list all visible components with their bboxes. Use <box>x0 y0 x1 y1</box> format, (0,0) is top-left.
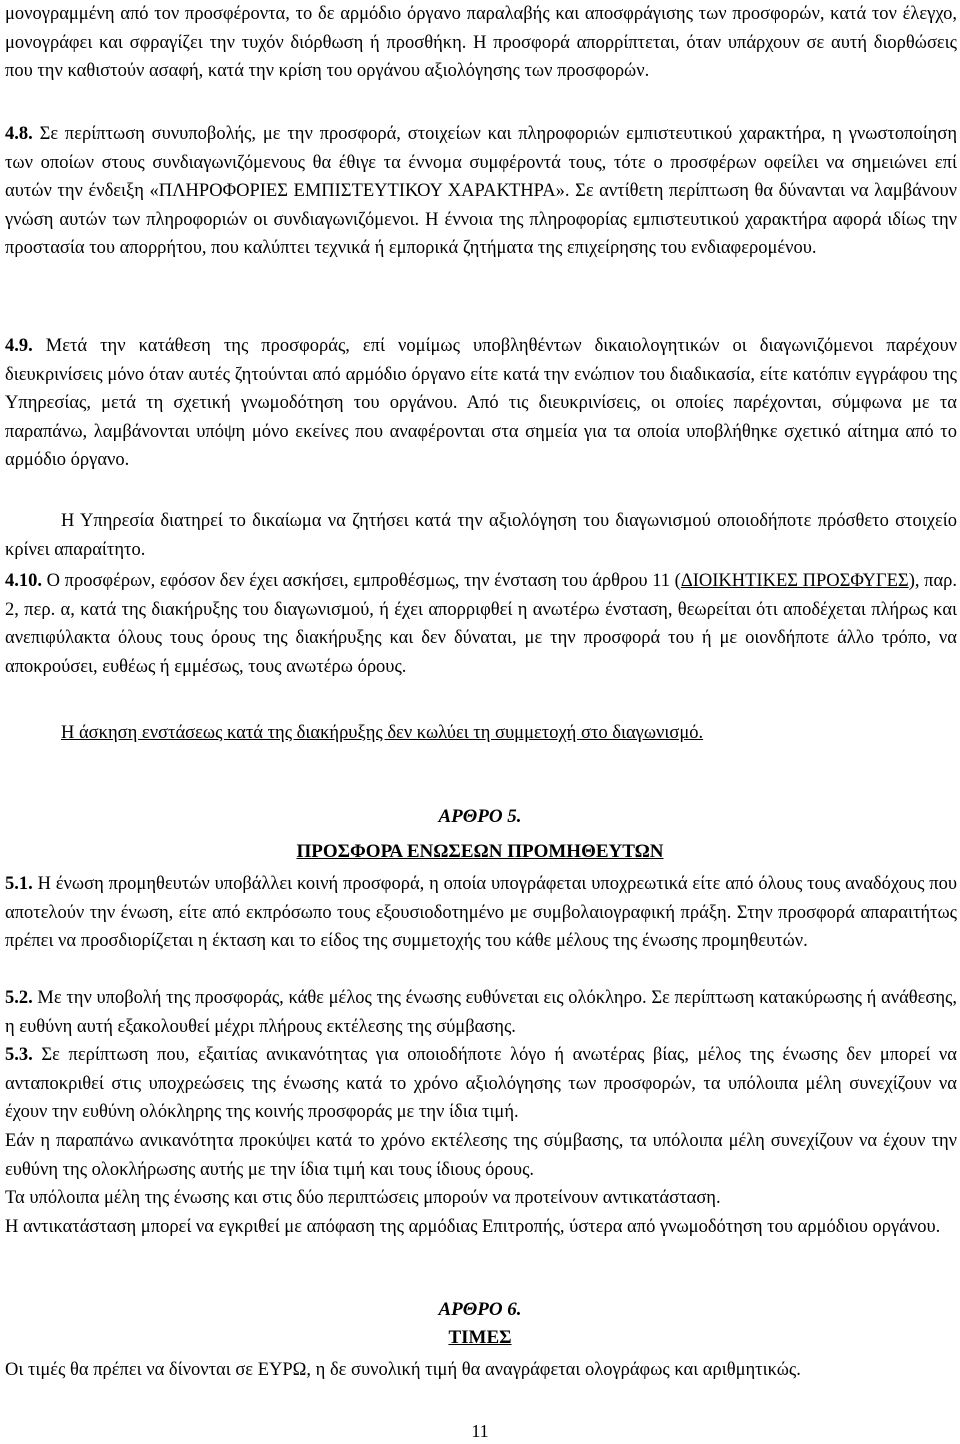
paragraph-body: ), παρ. 2, περ. α, κατά της διακήρυξης του διαγωνισμού, ή έχει απορριφθεί η ανωτέρω ένσταση, θεωρείται ότι αποδέχεται πλήρως και ανεπιφύλακτα όλους τους όρους της διακήρυξης και δεν δύναται, με την προσφορά του ή με οιονδήποτε άλλο τρόπο, να αποκρούσει, ευθέως ή εμμέσως, τους ανωτέρω όρους. <box>5 571 957 677</box>
paragraph-text: Τα υπόλοιπα μέλη της ένωσης και στις δύο περιπτώσεις μπορούν να προτείνουν αντικατάσταση. <box>5 1188 721 1208</box>
paragraph-text <box>5 332 957 475</box>
paragraph-5-3-execution <box>5 1127 957 1184</box>
paragraph-6-1 <box>5 1356 957 1385</box>
paragraph-number: 4.8. <box>5 124 33 144</box>
paragraph-text <box>5 984 957 1041</box>
paragraph-4-8 <box>5 120 957 263</box>
paragraph-text <box>5 567 957 681</box>
paragraph-text: μονογραμμένη από τον προσφέροντα, το δε αρμόδιο όργανο παραλαβής και αποσφράγισης των προσφορών, κατά τον έλεγχο, μονογράφει και σφραγίζει την τυχόν διόρθωση ή προσθήκη. Η προσφορά απορρίπτεται, όταν υπάρχουν σε αυτή διορθώσεις που την καθιστούν ασαφή, κατά την κρίση του οργάνου αξιολόγησης των προσφορών. <box>5 4 957 82</box>
paragraph-body: Σε περίπτωση που, εξαιτίας ανικανότητας για οποιοδήποτε λόγο ή ανωτέρας βίας, μέλος της ένωσης δεν μπορεί να ανταποκριθεί στις υποχρεώσεις της ένωσης κατά το χρόνο αξιολόγησης των προσφορών, τα υπόλοιπα μέλη συνεχίζουν να έχουν την ευθύνη ολόκληρης της κοινής προσφοράς με την ίδια τιμή. <box>5 1045 957 1123</box>
paragraph-4-10-note <box>5 719 957 748</box>
article-6-title <box>0 1324 960 1352</box>
paragraph-text: Εάν η παραπάνω ανικανότητα προκύψει κατά το χρόνο εκτέλεσης της σύμβασης, τα υπόλοιπα μέλη συνεχίζουν να έχουν την ευθύνη της ολοκλήρωσης αυτής με την ίδια τιμή και τους ίδιους όρους. <box>5 1131 957 1180</box>
paragraph-number: 5.1. <box>5 874 33 894</box>
paragraph-5-3-replacement <box>5 1184 957 1213</box>
paragraph-text <box>5 719 957 748</box>
underlined-note: Η άσκηση ενστάσεως κατά της διακήρυξης δεν κωλύει τη συμμετοχή στο διαγωνισμό. <box>61 723 704 743</box>
paragraph-5-3-approval <box>5 1213 957 1242</box>
article-5-label <box>0 803 960 831</box>
paragraph-body: Ο προσφέρων, εφόσον δεν έχει ασκήσει, εμπροθέσμως, την ένσταση του άρθρου 11 ( <box>42 571 681 591</box>
paragraph-body: Η ένωση προμηθευτών υποβάλλει κοινή προσφορά, η οποία υπογράφεται υποχρεωτικά είτε από όλους τους αναδόχους που αποτελούν την ένωση, είτε από εκπρόσωπο τους εξουσιοδοτημένο με συμβολαιογραφική πράξη. Στην προσφορά απαραιτήτως πρέπει να προσδιορίζεται η έκταση και το είδος της συμμετοχής του κάθε μέλους της ένωσης προμηθευτών. <box>5 874 957 952</box>
paragraph-4-9 <box>5 332 957 475</box>
paragraph-4-10 <box>5 567 957 681</box>
paragraph-number: 5.2. <box>5 988 33 1008</box>
paragraph-number: 5.3. <box>5 1045 33 1065</box>
paragraph-text <box>5 1041 957 1127</box>
paragraph-body: Σε περίπτωση συνυποβολής, με την προσφορά, στοιχείων και πληροφοριών εμπιστευτικού χαρακτήρα, η γνωστοποίηση των οποίων στους συνδιαγωνιζόμενους θα έθιγε τα έννομα συμφέροντά τους, τότε ο προσφέρων οφείλει να σημειώνει επί αυτών την ένδειξη «ΠΛΗΡΟΦΟΡΙΕΣ ΕΜΠΙΣΤΕΥΤΙΚΟΥ ΧΑΡΑΚΤΗΡΑ». Σε αντίθετη περίπτωση θα δύνανται να λαμβάνουν γνώση αυτών των πληροφοριών οι συνδιαγωνιζόμενοι. Η έννοια της πληροφορίας εμπιστευτικού χαρακτήρα αφορά ιδίως την προστασία του απορρήτου, που καλύπτει τεχνικά ή εμπορικά ζητήματα της επιχείρησης του ενδιαφερομένου. <box>5 124 957 259</box>
article-label: ΑΡΘΡΟ 5. <box>438 806 522 827</box>
paragraph-number: 4.10. <box>5 571 42 591</box>
paragraph-4-9-continued <box>5 507 957 564</box>
article-title: ΤΙΜΕΣ <box>448 1327 512 1348</box>
article-label: ΑΡΘΡΟ 6. <box>438 1299 522 1320</box>
paragraph-text: Η αντικατάσταση μπορεί να εγκριθεί με απόφαση της αρμόδιας Επιτροπής, ύστερα από γνωμοδότηση του αρμόδιου οργάνου. <box>5 1217 941 1237</box>
paragraph-text <box>5 120 957 263</box>
paragraph-5-3 <box>5 1041 957 1127</box>
paragraph-text: Η Υπηρεσία διατηρεί το δικαίωμα να ζητήσει κατά την αξιολόγηση του διαγωνισμού οποιοδήποτε πρόσθετο στοιχείο κρίνει απαραίτητο. <box>5 511 957 560</box>
paragraph-5-1 <box>5 870 957 956</box>
paragraph-5-2 <box>5 984 957 1041</box>
paragraph-continuation <box>5 0 957 86</box>
paragraph-text <box>5 870 957 956</box>
article-title: ΠΡΟΣΦΟΡΑ ΕΝΩΣΕΩΝ ΠΡΟΜΗΘΕΥΤΩΝ <box>296 841 664 862</box>
underlined-reference: ΔΙΟΙΚΗΤΙΚΕΣ ΠΡΟΣΦΥΓΕΣ <box>680 571 909 591</box>
article-6-label <box>0 1296 960 1324</box>
article-5-title <box>0 838 960 866</box>
paragraph-body: Μετά την κατάθεση της προσφοράς, επί νομίμως υποβληθέντων δικαιολογητικών οι διαγωνιζόμενοι παρέχουν διευκρινίσεις μόνο όταν αυτές ζητούνται από αρμόδιο όργανο είτε κατά την ενώπιον του διαδικασία, είτε κατόπιν εγγράφου της Υπηρεσίας, μετά τη σχετική γνωμοδότηση του οργάνου. Από τις διευκρινίσεις, οι οποίες παρέχονται, σύμφωνα με τα παραπάνω, λαμβάνονται υπόψη μόνο εκείνες που αναφέρονται στα σημεία για τα οποία υποβλήθηκε σχετικό αίτημα από το αρμόδιο όργανο. <box>5 336 957 471</box>
paragraph-body: Με την υποβολή της προσφοράς, κάθε μέλος της ένωσης ευθύνεται εις ολόκληρο. Σε περίπτωση κατακύρωσης ή ανάθεσης, η ευθύνη αυτή εξακολουθεί μέχρι πλήρους εκτέλεσης της σύμβασης. <box>5 988 957 1037</box>
paragraph-text: Οι τιμές θα πρέπει να δίνονται σε ΕΥΡΩ, η δε συνολική τιμή θα αναγράφεται ολογράφως και αριθμητικώς. <box>5 1360 801 1380</box>
page-number: 11 <box>471 1421 489 1441</box>
paragraph-number: 4.9. <box>5 336 33 356</box>
